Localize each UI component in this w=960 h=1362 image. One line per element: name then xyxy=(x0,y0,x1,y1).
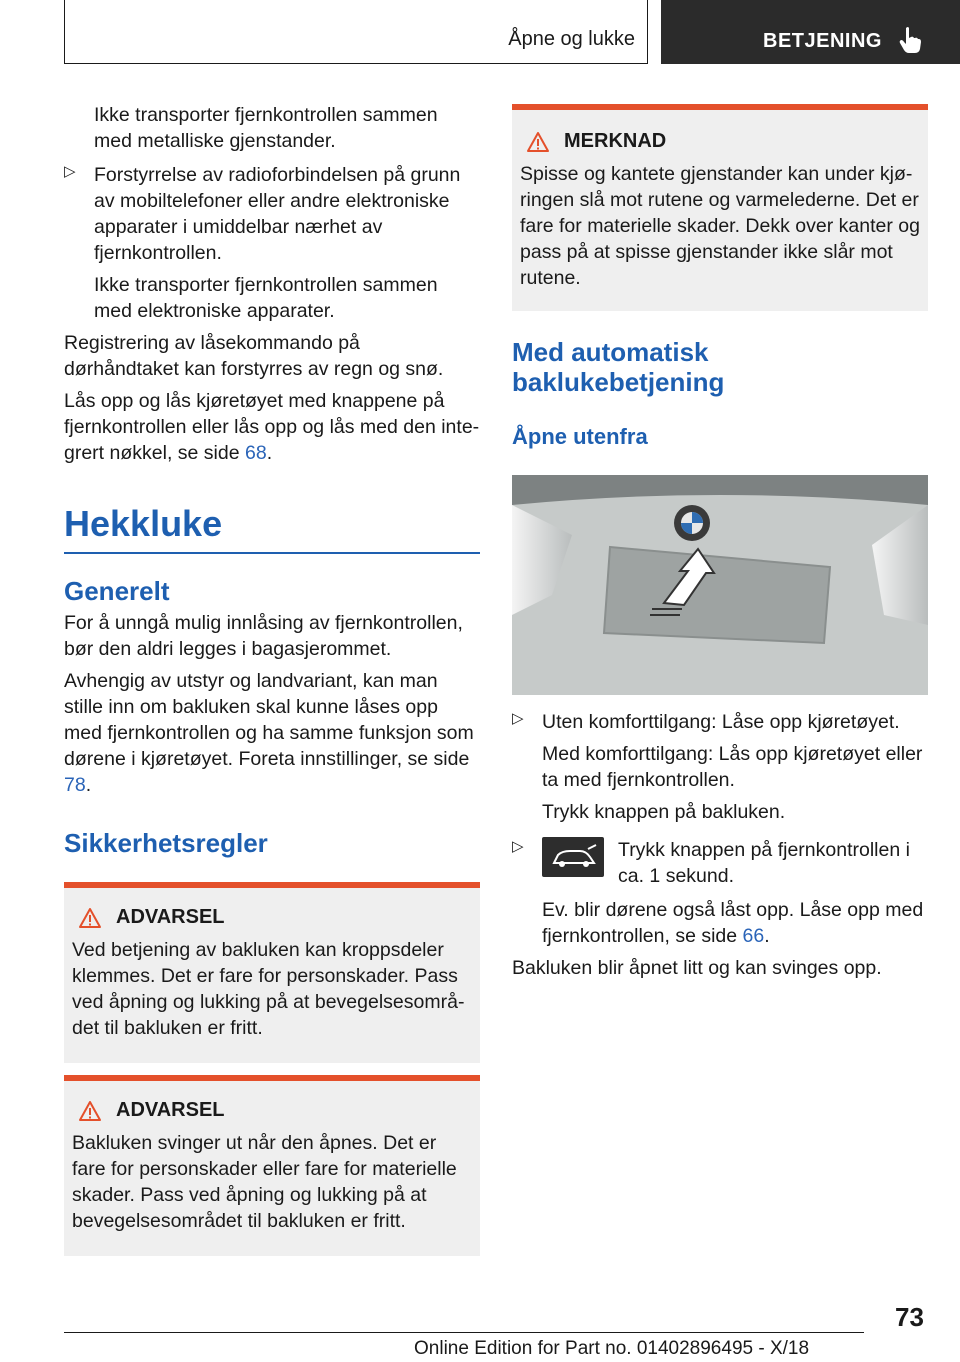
punctuation: . xyxy=(764,925,770,947)
tailgate-illustration xyxy=(512,475,928,695)
warning-box xyxy=(64,1075,480,1256)
chapter-tab xyxy=(661,0,960,64)
paragraph-text: Avhengig av utstyr og landvariant, kan man stille inn om bakluken skal kunne låses opp med fjernkontrollen og ha samme funksjon som dørene i kjøretøyet. Foreta innstillinger, se side xyxy=(64,670,474,770)
paragraph: Bakluken blir åpnet litt og kan svinges opp. xyxy=(512,957,882,979)
warning-title-text: ADVARSEL xyxy=(116,1099,225,1121)
warning-title xyxy=(78,906,472,929)
list-item xyxy=(512,709,928,735)
paragraph xyxy=(64,668,480,798)
subheading-safety: Sikkerhetsregler xyxy=(64,828,268,858)
list-item xyxy=(512,837,928,889)
warning-box xyxy=(64,882,480,1063)
warning-triangle-icon xyxy=(78,907,102,929)
note-title xyxy=(526,130,920,153)
warning-text: Ved betjening av bakluken kan kroppsdeler klemmes. Det er fare for personskader. Pass ved åpning og lukking på at bevegelsesområdet til bakluken er fritt. xyxy=(72,939,465,1039)
section-title: Åpne og lukke xyxy=(508,28,635,50)
list-item-text: Uten komforttilgang: Låse opp kjøretøyet. xyxy=(542,711,900,733)
warning-title xyxy=(78,1099,472,1122)
tailgate-photo xyxy=(512,475,928,695)
warning-title-text: ADVARSEL xyxy=(116,906,225,928)
paragraph: Med komforttilgang: Lås opp kjøretøyet eller ta med fjernkontrollen. xyxy=(542,743,923,791)
note-text: Spisse og kantete gjenstander kan under kjøringen slå mot rutene og varmelederne. Det er fare for materielle skader. Dekk over kanter og pass på at spisse gjenstander ikke slår mot rutene. xyxy=(520,163,920,289)
list-item xyxy=(64,162,480,266)
page-link-78[interactable]: 78 xyxy=(64,774,86,796)
section-heading: Hekkluke xyxy=(64,503,223,544)
punctuation: . xyxy=(85,774,92,796)
page-header xyxy=(0,0,960,66)
page-link-68[interactable]: 68 xyxy=(244,442,267,464)
page-link-66[interactable]: 66 xyxy=(742,925,765,947)
section-heading-block xyxy=(64,502,480,554)
paragraph xyxy=(64,388,480,466)
paragraph xyxy=(512,897,928,949)
section-tab xyxy=(64,0,648,64)
paragraph: For å unngå mulig innlåsing av fjernkontrollen, bør den aldri legges i bagasjerommet. xyxy=(64,612,463,660)
warning-text: Bakluken svinger ut når den åpnes. Det er fare for personskader eller fare for materielle skader. Pass ved åpning og lukking på at bevegelsesområdet til bakluken er fritt. xyxy=(72,1132,457,1232)
paragraph-text: Ev. blir dørene også låst opp. Låse opp med fjernkontrollen, se side xyxy=(542,899,924,947)
remote-trunk-icon xyxy=(542,837,604,877)
bullet-triangle-icon: ▷ xyxy=(512,838,524,855)
heading-divider xyxy=(64,552,480,554)
note-title-text: MERKNAD xyxy=(564,130,667,152)
right-column xyxy=(512,104,928,981)
list-item-text: Trykk knappen på fjernkontrollen i ca. 1 sekund. xyxy=(618,839,910,887)
paragraph: Ikke transporter fjernkontrollen sammen med elektroniske apparater. xyxy=(94,274,438,322)
chapter-title: BETJENING xyxy=(763,30,882,52)
punctuation: . xyxy=(266,442,273,464)
edition-text: Online Edition for Part no. 01402896495 - X/18 xyxy=(414,1338,810,1359)
left-column xyxy=(64,102,480,1256)
subheading-auto-tailgate: Med automatisk baklukebetjening xyxy=(512,337,725,397)
subheading-general: Generelt xyxy=(64,576,170,606)
list-item-text: Forstyrrelse av radioforbindelsen på grunn av mobiltelefoner eller andre elektroniske apparater i umiddelbar nærhet av fjernkontrollen. xyxy=(94,164,461,264)
hand-pointer-icon xyxy=(897,26,923,54)
bullet-triangle-icon: ▷ xyxy=(512,710,524,727)
page-number: 73 xyxy=(895,1302,924,1332)
paragraph: Trykk knappen på bakluken. xyxy=(542,801,786,823)
paragraph: Ikke transporter fjernkontrollen sammen med metalliske gjenstander. xyxy=(94,104,438,152)
note-box xyxy=(512,104,928,311)
bullet-triangle-icon: ▷ xyxy=(64,163,76,180)
warning-triangle-icon xyxy=(78,1100,102,1122)
warning-triangle-icon xyxy=(526,131,550,153)
footer-divider xyxy=(64,1332,864,1333)
paragraph-text: Lås opp og lås kjøretøyet med knappene på fjernkontrollen eller lås opp og lås med den integrert nøkkel, se side xyxy=(64,390,480,464)
subheading-open-outside: Åpne utenfra xyxy=(512,424,648,449)
paragraph: Registrering av låsekommando på dørhåndtaket kan forstyrres av regn og snø. xyxy=(64,332,444,380)
